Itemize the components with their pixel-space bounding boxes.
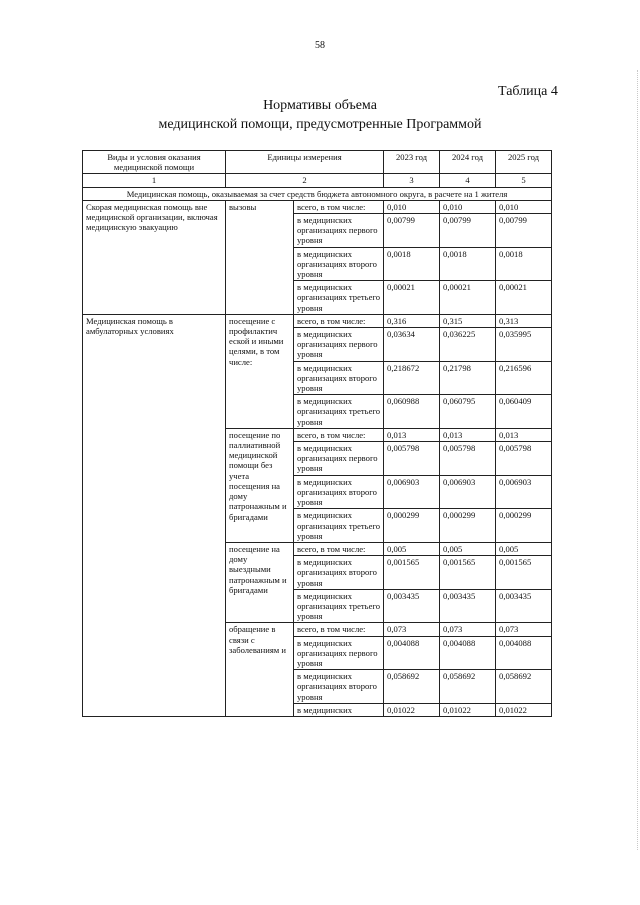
value-2025-cell: 0,313 [496, 314, 552, 327]
value-2024-cell: 0,006903 [440, 475, 496, 509]
level-label-cell: в медицинских организациях второго уровня [294, 475, 384, 509]
value-2025-cell: 0,058692 [496, 670, 552, 704]
value-2025-cell: 0,00021 [496, 281, 552, 315]
level-label-cell: в медицинских организациях третьего уровня [294, 509, 384, 543]
column-number-row [83, 174, 552, 187]
value-2024-cell: 0,013 [440, 428, 496, 441]
title-line: Нормативы объема [263, 98, 377, 113]
unit-cell: посещение по паллиативной медицинской помощи без учета посещения на дому патронажным и бригадами [226, 428, 294, 542]
value-2023-cell: 0,001565 [384, 556, 440, 590]
value-2025-cell: 0,005 [496, 542, 552, 555]
value-2023-cell: 0,004088 [384, 636, 440, 670]
level-label-cell: в медицинских организациях первого уровня [294, 328, 384, 362]
value-2025-cell: 0,004088 [496, 636, 552, 670]
level-label-cell: всего, в том числе: [294, 314, 384, 327]
level-label-cell: всего, в том числе: [294, 542, 384, 555]
column-number: 2 [226, 174, 384, 187]
value-2025-cell: 0,01022 [496, 703, 552, 716]
value-2023-cell: 0,218672 [384, 361, 440, 395]
value-2024-cell: 0,058692 [440, 670, 496, 704]
value-2024-cell: 0,036225 [440, 328, 496, 362]
value-2025-cell: 0,005798 [496, 442, 552, 476]
value-2023-cell: 0,000299 [384, 509, 440, 543]
value-2024-cell: 0,001565 [440, 556, 496, 590]
value-2025-cell: 0,010 [496, 200, 552, 213]
value-2025-cell: 0,013 [496, 428, 552, 441]
header-care-type: Виды и условия оказания медицинской помощи [83, 151, 226, 174]
value-2023-cell: 0,0018 [384, 247, 440, 281]
level-label-cell: всего, в том числе: [294, 428, 384, 441]
header-2023: 2023 год [384, 151, 440, 174]
value-2024-cell: 0,060795 [440, 395, 496, 429]
value-2023-cell: 0,01022 [384, 703, 440, 716]
value-2023-cell: 0,00021 [384, 281, 440, 315]
page-number: 58 [315, 40, 325, 51]
title-line: медицинской помощи, предусмотренные Программой [158, 117, 482, 132]
value-2024-cell: 0,010 [440, 200, 496, 213]
value-2024-cell: 0,073 [440, 623, 496, 636]
column-number: 1 [83, 174, 226, 187]
value-2023-cell: 0,006903 [384, 475, 440, 509]
header-units: Единицы измерения [226, 151, 384, 174]
header-2024: 2024 год [440, 151, 496, 174]
value-2025-cell: 0,060409 [496, 395, 552, 429]
level-label-cell: в медицинских организациях второго уровня [294, 247, 384, 281]
value-2025-cell: 0,035995 [496, 328, 552, 362]
table-body [83, 200, 552, 716]
unit-cell: вызовы [226, 200, 294, 314]
level-label-cell: в медицинских организациях второго уровня [294, 556, 384, 590]
value-2023-cell: 0,00799 [384, 214, 440, 248]
funding-source-row [83, 187, 552, 200]
level-label-cell: в медицинских организациях второго уровня [294, 361, 384, 395]
column-number: 5 [496, 174, 552, 187]
table-label: Таблица 4 [498, 84, 558, 99]
unit-cell: обращение в связи с заболеваниям и [226, 623, 294, 717]
level-label-cell: в медицинских организациях третьего уровня [294, 395, 384, 429]
column-number: 3 [384, 174, 440, 187]
value-2025-cell: 0,073 [496, 623, 552, 636]
unit-cell: посещение с профилактич еской и иными целями, в том числе: [226, 314, 294, 428]
value-2024-cell: 0,000299 [440, 509, 496, 543]
norms-table [82, 150, 552, 717]
value-2024-cell: 0,00021 [440, 281, 496, 315]
value-2023-cell: 0,013 [384, 428, 440, 441]
value-2025-cell: 0,216596 [496, 361, 552, 395]
value-2024-cell: 0,01022 [440, 703, 496, 716]
funding-source-text: Медицинская помощь, оказываемая за счет средств бюджета автономного округа, в расчете на 1 жителя [83, 187, 552, 200]
table-row [83, 314, 552, 327]
value-2024-cell: 0,00799 [440, 214, 496, 248]
care-type-cell: Скорая медицинская помощь вне медицинской организации, включая медицинскую эвакуацию [83, 200, 226, 314]
value-2023-cell: 0,003435 [384, 589, 440, 623]
value-2025-cell: 0,0018 [496, 247, 552, 281]
value-2025-cell: 0,003435 [496, 589, 552, 623]
value-2024-cell: 0,003435 [440, 589, 496, 623]
value-2023-cell: 0,316 [384, 314, 440, 327]
value-2024-cell: 0,005798 [440, 442, 496, 476]
table-header-row [83, 151, 552, 174]
level-label-cell: в медицинских организациях второго уровня [294, 670, 384, 704]
level-label-cell: в медицинских организациях третьего уровня [294, 589, 384, 623]
care-type-cell: Медицинская помощь в амбулаторных условиях [83, 314, 226, 716]
value-2024-cell: 0,0018 [440, 247, 496, 281]
value-2023-cell: 0,005798 [384, 442, 440, 476]
value-2023-cell: 0,03634 [384, 328, 440, 362]
value-2025-cell: 0,000299 [496, 509, 552, 543]
level-label-cell: всего, в том числе: [294, 200, 384, 213]
value-2025-cell: 0,006903 [496, 475, 552, 509]
level-label-cell: в медицинских [294, 703, 384, 716]
header-2025: 2025 год [496, 151, 552, 174]
value-2023-cell: 0,073 [384, 623, 440, 636]
value-2024-cell: 0,004088 [440, 636, 496, 670]
value-2023-cell: 0,010 [384, 200, 440, 213]
value-2024-cell: 0,21798 [440, 361, 496, 395]
level-label-cell: в медицинских организациях первого уровня [294, 214, 384, 248]
value-2023-cell: 0,058692 [384, 670, 440, 704]
level-label-cell: в медицинских организациях первого уровня [294, 636, 384, 670]
value-2025-cell: 0,001565 [496, 556, 552, 590]
value-2024-cell: 0,005 [440, 542, 496, 555]
table-row [83, 200, 552, 213]
scan-edge-mark [634, 70, 638, 850]
level-label-cell: всего, в том числе: [294, 623, 384, 636]
document-title [60, 96, 580, 134]
unit-cell: посещение на дому выездными патронажным и бригадами [226, 542, 294, 622]
column-number: 4 [440, 174, 496, 187]
value-2024-cell: 0,315 [440, 314, 496, 327]
level-label-cell: в медицинских организациях третьего уровня [294, 281, 384, 315]
value-2023-cell: 0,005 [384, 542, 440, 555]
level-label-cell: в медицинских организациях первого уровня [294, 442, 384, 476]
value-2025-cell: 0,00799 [496, 214, 552, 248]
value-2023-cell: 0,060988 [384, 395, 440, 429]
